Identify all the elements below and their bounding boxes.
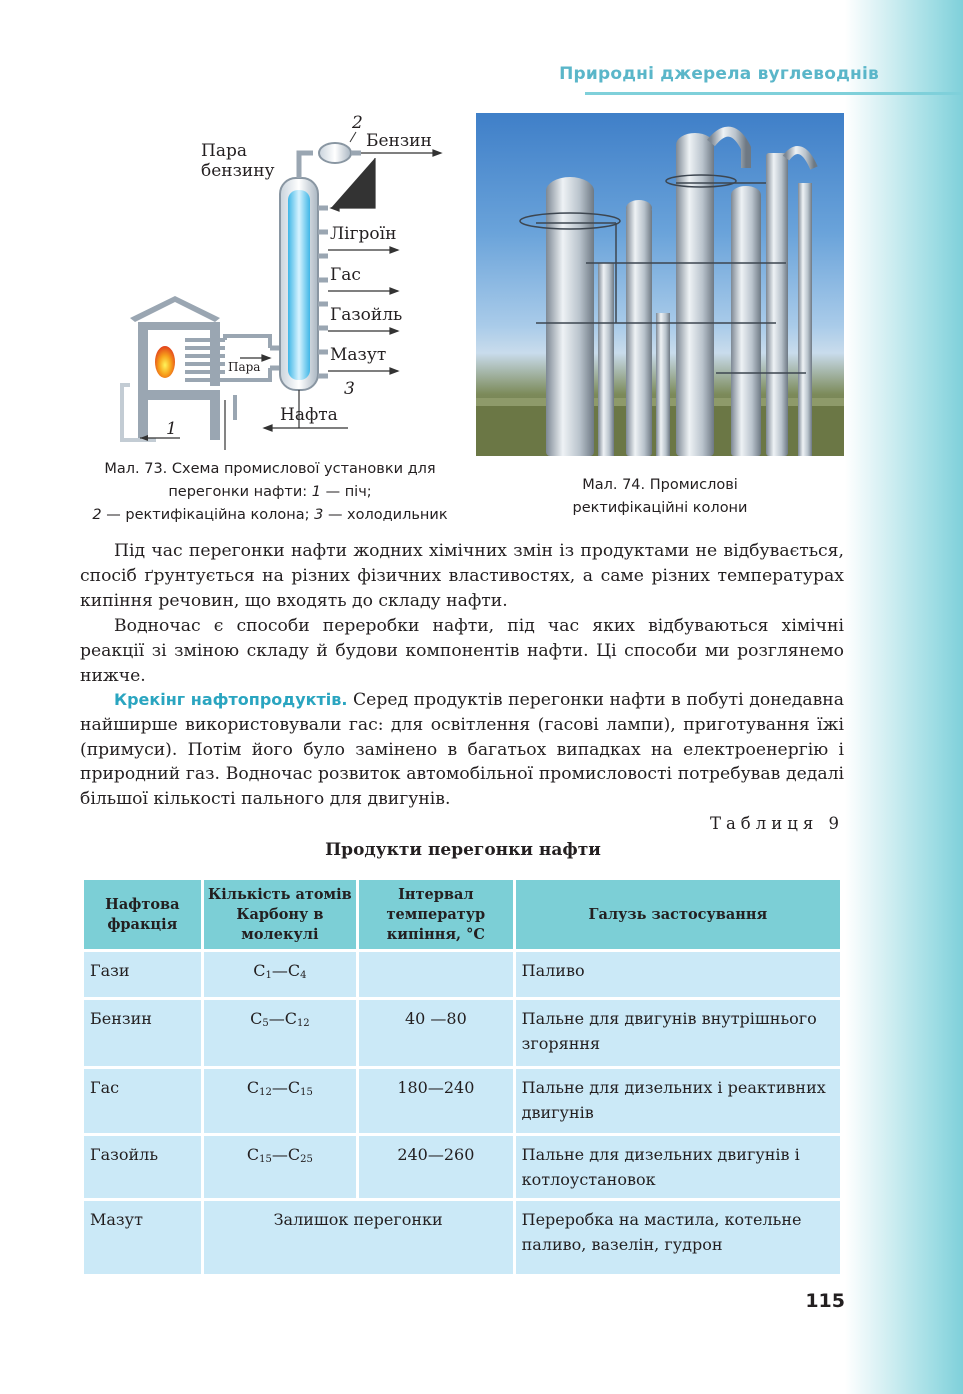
paragraph-1: Під час перегонки нафти жодних хімічних змін із продуктами не відбувається, спосіб ґрунтується на різних фізичних властивостях, а саме різних температурах кипіння речовин, що входять до складу нафти. bbox=[80, 541, 844, 611]
term-cracking: Крекінг нафтопродуктів. bbox=[114, 690, 348, 709]
table-number: Таблиця 9 bbox=[709, 814, 844, 833]
label-num-3: 3 bbox=[344, 379, 355, 399]
paragraph-3: Крекінг нафтопродуктів. Серед продуктів перегонки нафти в побуті донедавна найширше використовували гас: для освітлення (гасові лампи), приготування їжі (примуси). Потім його було замінено в багатьох випадках на електроенергію і природний газ. Водночас розвиток автомобільної промисловості потребував дедалі більшої кількості пального для двигунів. bbox=[80, 690, 844, 810]
figure-74-caption: Мал. 74. Промислові ректифікаційні колони bbox=[572, 477, 748, 516]
header-temp: Інтервал температур кипіння, °C bbox=[358, 879, 515, 951]
figure-73-caption: Мал. 73. Схема промислової установки для перегонки нафти: 1 — піч; 2 — ректифікаційна колона; 3 — холодильник bbox=[92, 461, 448, 523]
label-benzin: Бензин bbox=[366, 131, 432, 151]
label-steam: Пара bbox=[228, 360, 261, 374]
figure-74-photo bbox=[476, 113, 844, 456]
label-oil: Нафта bbox=[280, 405, 338, 425]
header-fraction: Нафтова фракція bbox=[83, 879, 203, 951]
running-header: Природні джерела вуглеводнів bbox=[559, 64, 879, 84]
label-vapor: Пара бензину bbox=[201, 141, 275, 181]
table-header-row bbox=[83, 879, 842, 951]
table-row: Мазут Залишок перегонки Переробка на мастила, котельне паливо, вазелін, гудрон bbox=[83, 1200, 842, 1276]
products-table bbox=[81, 877, 843, 1277]
figure-73-diagram bbox=[90, 110, 460, 450]
condenser bbox=[319, 143, 351, 163]
header-usage: Галузь застосування bbox=[514, 879, 841, 951]
label-num-2: 2 bbox=[352, 113, 363, 133]
distillation-columns-illustration bbox=[476, 113, 844, 456]
label-mazut: Мазут bbox=[330, 345, 387, 365]
label-gas: Гас bbox=[330, 265, 361, 285]
decorative-side-strip bbox=[845, 0, 963, 1394]
header-carbon: Кількість атомів Карбону в молекулі bbox=[202, 879, 357, 951]
page-number: 115 bbox=[805, 1290, 845, 1312]
table-row: Гази $C_1—C_4$ Паливо bbox=[83, 951, 842, 999]
flame-icon bbox=[155, 346, 175, 378]
label-num-1: 1 bbox=[166, 419, 177, 439]
header-rule bbox=[585, 92, 963, 95]
table-row: Газойль $C_{15}—C_{25}$ 240—260 Пальне для дизельних двигунів і котлоустановок bbox=[83, 1135, 842, 1200]
table-row: Гас $C_{12}—C_{15}$ 180—240 Пальне для дизельних і реактивних двигунів bbox=[83, 1068, 842, 1135]
label-ligroin: Лігроїн bbox=[330, 224, 397, 244]
distillation-scheme bbox=[90, 110, 460, 450]
table-title: Продукти перегонки нафти bbox=[325, 840, 601, 860]
column-liquid bbox=[288, 190, 310, 380]
paragraph-2: Водночас є способи переробки нафти, під час яких відбуваються хімічні реакції зі зміною складу й будови компонентів нафти. Ці способи ми розглянемо нижче. bbox=[80, 616, 844, 686]
label-gasoil: Газойль bbox=[330, 305, 403, 325]
table-row: Бензин $C_5—C_{12}$ 40 —80 Пальне для двигунів внутрішнього згоряння bbox=[83, 999, 842, 1068]
